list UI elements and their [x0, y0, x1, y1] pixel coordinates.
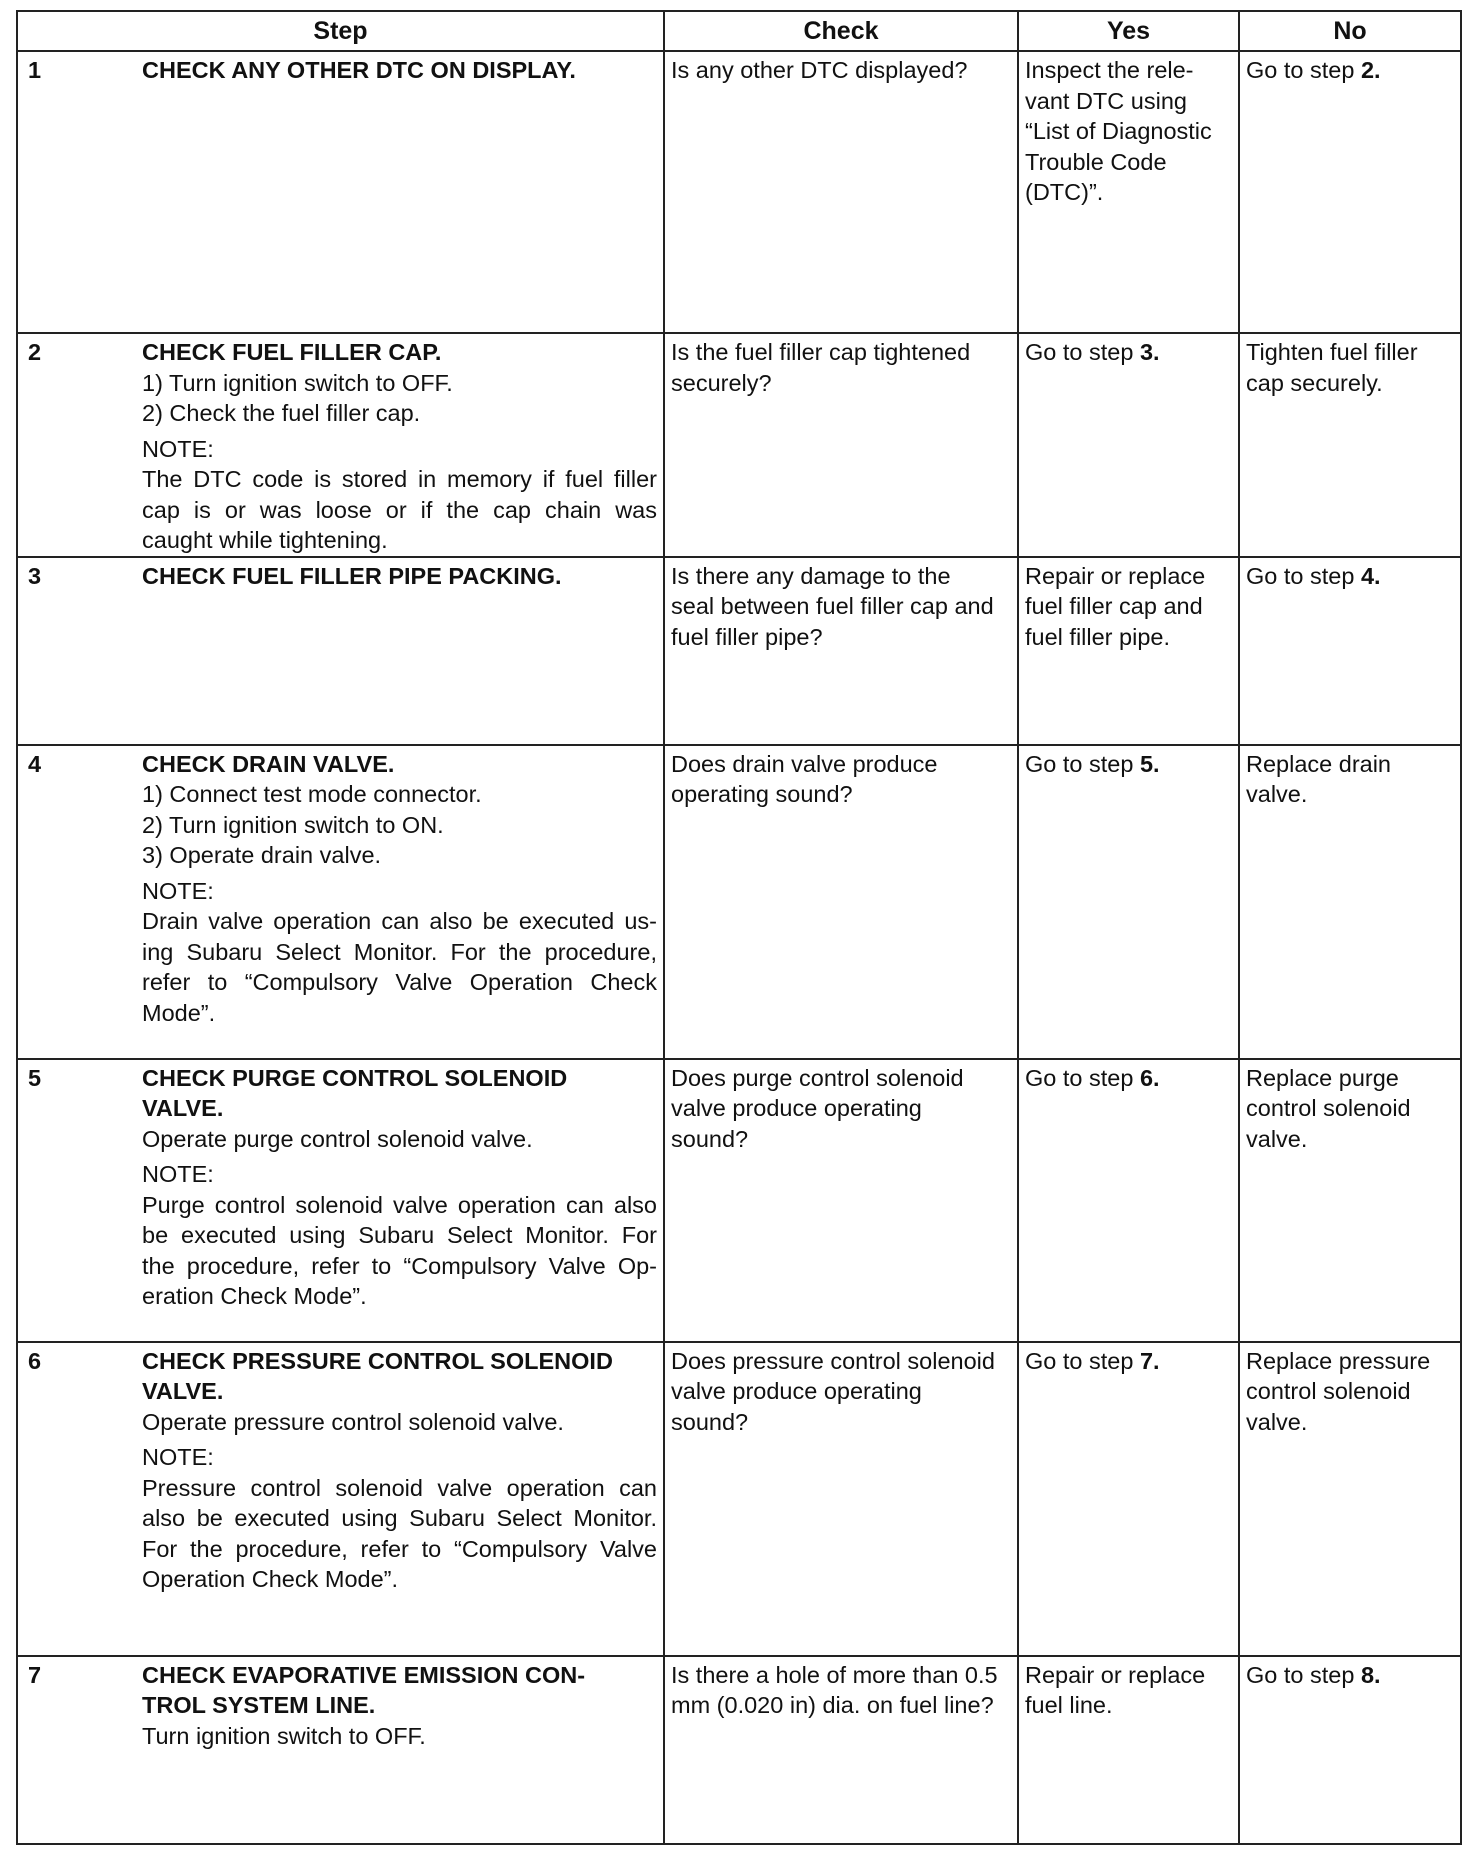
check-text: Is any other DTC displayed? — [671, 57, 968, 83]
yes-line: fuel line. — [1025, 1692, 1113, 1718]
note-label: NOTE: — [142, 435, 214, 462]
yes-cell — [1018, 1656, 1239, 1844]
no-step-ref: 2. — [1360, 57, 1381, 83]
no-line: Tighten fuel filler — [1246, 339, 1418, 365]
header-check: Check — [664, 11, 1018, 51]
step-title: VALVE. — [142, 1095, 224, 1121]
check-line: Is there any damage to the — [671, 562, 951, 589]
step-title: CHECK ANY OTHER DTC ON DISPLAY. — [142, 57, 576, 83]
check-line: Does pressure control solenoid — [671, 1347, 995, 1374]
step-cell — [17, 333, 664, 557]
table-row — [17, 1656, 1461, 1844]
diagnostic-table — [16, 10, 1462, 1845]
yes-line: (DTC)”. — [1025, 179, 1104, 205]
yes-step-ref: 6. — [1139, 1064, 1160, 1091]
yes-line: Inspect the rele- — [1025, 57, 1194, 83]
check-line: mm (0.020 in) dia. on fuel line? — [671, 1692, 994, 1718]
yes-line: fuel filler pipe. — [1025, 623, 1170, 650]
sub-step: 2) Turn ignition switch to ON. — [142, 811, 444, 838]
no-cell — [1239, 1342, 1461, 1656]
step-cell — [17, 1059, 664, 1342]
step-number: 4 — [28, 750, 42, 777]
step-title: TROL SYSTEM LINE. — [142, 1692, 376, 1718]
table-row — [17, 51, 1461, 333]
table-row — [17, 333, 1461, 557]
check-line: operating sound? — [671, 781, 853, 807]
no-cell — [1239, 1656, 1461, 1844]
step-cell — [17, 745, 664, 1059]
check-line: sound? — [671, 1408, 749, 1435]
no-prefix: Go to step — [1246, 57, 1361, 83]
check-line: securely? — [671, 369, 772, 396]
no-cell — [1239, 1059, 1461, 1342]
yes-prefix: Go to step — [1025, 1347, 1140, 1374]
step-title: CHECK FUEL FILLER CAP. — [142, 339, 442, 365]
check-line: Does purge control solenoid — [671, 1064, 964, 1091]
check-cell — [664, 51, 1018, 333]
check-line: Does drain valve produce — [671, 750, 938, 777]
yes-line: fuel filler cap and — [1025, 593, 1203, 619]
no-cell — [1239, 333, 1461, 557]
no-line: control solenoid — [1246, 1378, 1411, 1404]
note-block — [142, 434, 657, 556]
check-cell — [664, 745, 1018, 1059]
header-no: No — [1239, 11, 1461, 51]
check-line: Is there a hole of more than 0.5 — [671, 1661, 998, 1688]
note-block — [142, 876, 657, 1029]
no-line: Replace drain — [1246, 750, 1392, 777]
step-number: 7 — [28, 1661, 42, 1688]
note-label: NOTE: — [142, 877, 214, 904]
no-prefix: Go to step — [1246, 1661, 1361, 1688]
step-cell — [17, 557, 664, 745]
note-text: The DTC code is stored in memory if fuel filler cap is or was loose or if the cap chain was caught while tightening. — [142, 466, 657, 553]
yes-line: “List of Diagnostic — [1025, 118, 1212, 144]
note-label: NOTE: — [142, 1161, 214, 1187]
step-number: 5 — [28, 1064, 42, 1091]
no-line: control solenoid — [1246, 1095, 1411, 1121]
no-line: valve. — [1246, 1125, 1308, 1152]
step-instruction: Operate purge control solenoid valve. — [142, 1125, 533, 1152]
no-cell — [1239, 557, 1461, 745]
step-number: 6 — [28, 1347, 42, 1374]
yes-cell — [1018, 745, 1239, 1059]
yes-prefix: Go to step — [1025, 339, 1140, 365]
no-line: valve. — [1246, 781, 1308, 807]
step-title: CHECK PURGE CONTROL SOLENOID — [142, 1064, 568, 1091]
no-line: Replace purge — [1246, 1064, 1399, 1091]
yes-line: Repair or replace — [1025, 562, 1206, 589]
no-line: Replace pressure — [1246, 1347, 1431, 1374]
yes-cell — [1018, 51, 1239, 333]
yes-line: vant DTC using — [1025, 87, 1187, 114]
step-title: CHECK PRESSURE CONTROL SOLENOID — [142, 1347, 613, 1374]
header-row — [17, 11, 1461, 51]
check-cell — [664, 1059, 1018, 1342]
yes-prefix: Go to step — [1025, 750, 1140, 777]
yes-cell — [1018, 333, 1239, 557]
check-line: fuel filler pipe? — [671, 623, 823, 650]
table-row — [17, 1059, 1461, 1342]
step-number: 1 — [28, 57, 42, 83]
sub-step: 3) Operate drain valve. — [142, 842, 382, 868]
step-number: 3 — [28, 562, 42, 589]
yes-line: Repair or replace — [1025, 1661, 1206, 1688]
check-cell — [664, 1656, 1018, 1844]
check-line: Is the fuel filler cap tightened — [671, 339, 971, 365]
note-text: Pressure control solenoid valve operation can also be executed using Subaru Select Monitor. For the procedure, refer to “Compulsory Valve Operation Check Mode”. — [142, 1474, 657, 1592]
step-title: CHECK EVAPORATIVE EMISSION CON- — [142, 1661, 586, 1688]
sub-step: 1) Turn ignition switch to OFF. — [142, 369, 453, 396]
no-step-ref: 4. — [1360, 562, 1381, 589]
step-instruction: Turn ignition switch to OFF. — [142, 1722, 426, 1749]
check-cell — [664, 557, 1018, 745]
note-block — [142, 1442, 657, 1595]
table-row — [17, 1342, 1461, 1656]
step-title: CHECK FUEL FILLER PIPE PACKING. — [142, 562, 562, 589]
check-line: sound? — [671, 1125, 749, 1152]
check-cell — [664, 333, 1018, 557]
check-cell — [664, 1342, 1018, 1656]
yes-prefix: Go to step — [1025, 1064, 1140, 1091]
no-step-ref: 8. — [1360, 1661, 1381, 1688]
note-text: Drain valve operation can also be executed us-ing Subaru Select Monitor. For the procedure, refer to “Compulsory Valve Operation Check Mode”. — [142, 908, 657, 1026]
yes-line: Trouble Code — [1025, 148, 1167, 175]
note-block — [142, 1159, 657, 1312]
step-number: 2 — [28, 339, 42, 365]
table-row — [17, 745, 1461, 1059]
no-prefix: Go to step — [1246, 562, 1361, 589]
step-cell — [17, 1342, 664, 1656]
step-cell — [17, 51, 664, 333]
step-instruction: Operate pressure control solenoid valve. — [142, 1408, 564, 1435]
header-yes: Yes — [1018, 11, 1239, 51]
yes-cell — [1018, 557, 1239, 745]
yes-step-ref: 7. — [1139, 1347, 1160, 1374]
table-row — [17, 557, 1461, 745]
note-label: NOTE: — [142, 1444, 214, 1470]
no-line: valve. — [1246, 1408, 1308, 1435]
step-cell — [17, 1656, 664, 1844]
no-cell — [1239, 51, 1461, 333]
check-line: valve produce operating — [671, 1095, 922, 1121]
no-cell — [1239, 745, 1461, 1059]
yes-cell — [1018, 1059, 1239, 1342]
sub-step: 1) Connect test mode connector. — [142, 781, 482, 807]
sub-step: 2) Check the fuel filler cap. — [142, 400, 421, 426]
step-title: VALVE. — [142, 1378, 224, 1404]
step-title: CHECK DRAIN VALVE. — [142, 750, 395, 777]
note-text: Purge control solenoid valve operation can also be executed using Subaru Select Monitor. For the procedure, refer to “Compulsory Valve Op-eration Check Mode”. — [142, 1191, 657, 1309]
check-line: seal between fuel filler cap and — [671, 593, 994, 619]
yes-cell — [1018, 1342, 1239, 1656]
no-line: cap securely. — [1246, 369, 1383, 396]
yes-step-ref: 5. — [1139, 750, 1160, 777]
header-step: Step — [17, 11, 664, 51]
yes-step-ref: 3. — [1139, 339, 1160, 365]
check-line: valve produce operating — [671, 1378, 922, 1404]
